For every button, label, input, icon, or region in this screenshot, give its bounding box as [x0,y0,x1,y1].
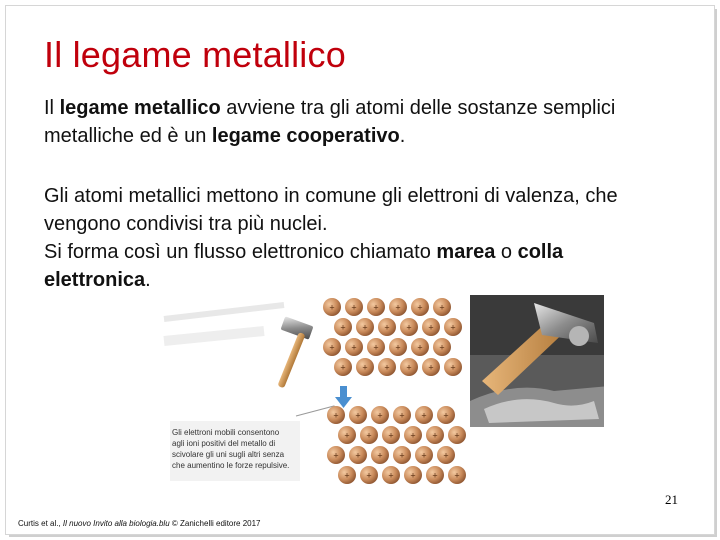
text: o [495,241,518,263]
caption-line: che aumentino le forze repulsive. [172,461,290,470]
ion-charge-label: + [377,410,383,421]
ion-charge-label: + [344,430,350,441]
ion-charge-label: + [373,342,379,353]
ion-lattice-after [327,406,466,484]
ion-charge-label: + [432,470,438,481]
ion-charge-label: + [366,470,372,481]
hammer-icon [277,316,313,388]
ion-charge-label: + [450,322,456,333]
ion-charge-label: + [344,470,350,481]
ion-charge-label: + [421,450,427,461]
ion-charge-label: + [340,322,346,333]
ion-charge-label: + [450,362,456,373]
credit-prefix: Curtis et al., [18,519,63,528]
ion-charge-label: + [395,342,401,353]
ion-charge-label: + [384,362,390,373]
arrow-down-icon [335,386,352,408]
text: Gli atomi metallici mettono in comune gli elettroni di valenza, che vengono condivisi tra più nuclei. [44,185,618,235]
ion-charge-label: + [421,410,427,421]
text: avviene tra gli atomi delle sostanze semplici metalliche ed è un [44,97,616,147]
ion-charge-label: + [439,302,445,313]
ion-charge-label: + [333,450,339,461]
ion-charge-label: + [454,430,460,441]
ion-charge-label: + [399,450,405,461]
bold-term: legame cooperativo [211,125,400,147]
ion-charge-label: + [428,322,434,333]
ion-charge-label: + [377,450,383,461]
ion-charge-label: + [373,302,379,313]
ion-lattice-before [323,298,462,376]
ion-charge-label: + [417,302,423,313]
ion-charge-label: + [410,470,416,481]
ion-charge-label: + [329,342,335,353]
ion-charge-label: + [333,410,339,421]
caption-line: Gli elettroni mobili consentono [172,428,280,437]
text: . [399,125,406,147]
slide [6,6,714,534]
ion-charge-label: + [362,322,368,333]
ion-charge-label: + [362,362,368,373]
bold-term: legame metallico [59,97,221,119]
ion-charge-label: + [406,362,412,373]
page-number: 21 [665,492,678,507]
ion-charge-label: + [443,450,449,461]
ion-charge-label: + [443,410,449,421]
slide-title: Il legame metallico [44,34,346,75]
ion-charge-label: + [355,410,361,421]
figure-caption [172,427,292,471]
ion-charge-label: + [406,322,412,333]
ion-charge-label: + [351,302,357,313]
ion-charge-label: + [388,430,394,441]
caption-line: scivolare gli uni sugli altri senza [172,450,285,459]
ion-charge-label: + [388,470,394,481]
ion-charge-label: + [428,362,434,373]
ion-charge-label: + [340,362,346,373]
text: Si forma così un flusso elettronico chiamato [44,241,437,263]
paragraph-definition [44,94,664,150]
bold-term: marea [436,241,496,263]
text: Il [44,97,60,119]
book-title: Il nuovo Invito alla biologia.blu [62,519,170,528]
ion-charge-label: + [329,302,335,313]
ion-charge-label: + [439,342,445,353]
ion-charge-label: + [366,430,372,441]
ion-charge-label: + [410,430,416,441]
caption-line: agli ioni positivi del metallo di [172,439,276,448]
ion-charge-label: + [432,430,438,441]
ion-charge-label: + [395,302,401,313]
ion-charge-label: + [399,410,405,421]
ion-charge-label: + [417,342,423,353]
ion-charge-label: + [351,342,357,353]
credit-suffix: © Zanichelli editore 2017 [169,519,261,528]
ion-charge-label: + [384,322,390,333]
ion-charge-label: + [355,450,361,461]
credit-line [18,519,261,528]
paragraph-explanation [44,182,664,294]
hammer-photo [470,295,604,427]
ion-charge-label: + [454,470,460,481]
bold-term: colla elettronica [44,241,564,291]
text: . [145,269,151,291]
